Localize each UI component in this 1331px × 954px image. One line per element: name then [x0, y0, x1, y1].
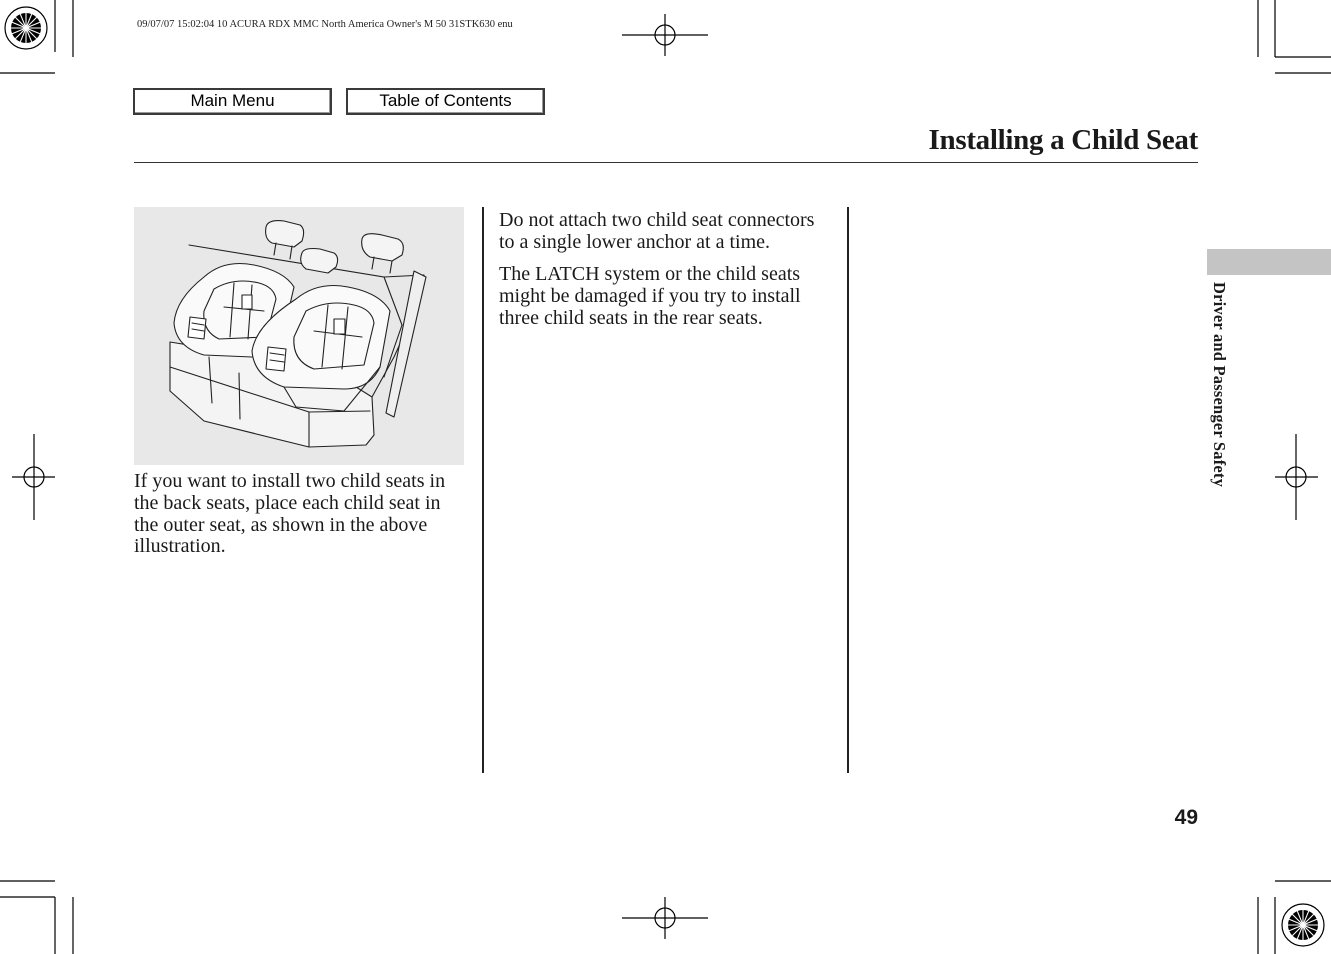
- print-job-info: 09/07/07 15:02:04 10 ACURA RDX MMC North America Owner's M 50 31STK630 enu: [137, 19, 513, 30]
- column-divider-left: [482, 207, 484, 773]
- child-seat-illustration: [134, 207, 464, 465]
- rear-seat-child-seats-drawing: [134, 207, 464, 465]
- title-divider: [134, 162, 1198, 163]
- section-label: Driver and Passenger Safety: [1210, 282, 1229, 488]
- registration-star-top-left: [5, 7, 47, 49]
- illustration-caption: If you want to install two child seats in the back seats, place each child seat in the outer seat, as shown in the above illustration.: [134, 470, 446, 558]
- page-title: Installing a Child Seat: [928, 124, 1198, 156]
- table-of-contents-button[interactable]: Table of Contents: [346, 88, 545, 115]
- paragraph-single-anchor: Do not attach two child seat connectors to a single lower anchor at a time.: [499, 209, 815, 253]
- column-divider-right: [847, 207, 849, 773]
- main-menu-button[interactable]: Main Menu: [133, 88, 332, 115]
- page-number: 49: [1174, 806, 1198, 829]
- safety-notes: [499, 210, 834, 340]
- paragraph-latch-damage: The LATCH system or the child seats might be damaged if you try to install three child seats in the rear seats.: [499, 263, 801, 329]
- registration-star-bottom-right: [1282, 904, 1324, 946]
- section-tab-marker: [1207, 249, 1331, 275]
